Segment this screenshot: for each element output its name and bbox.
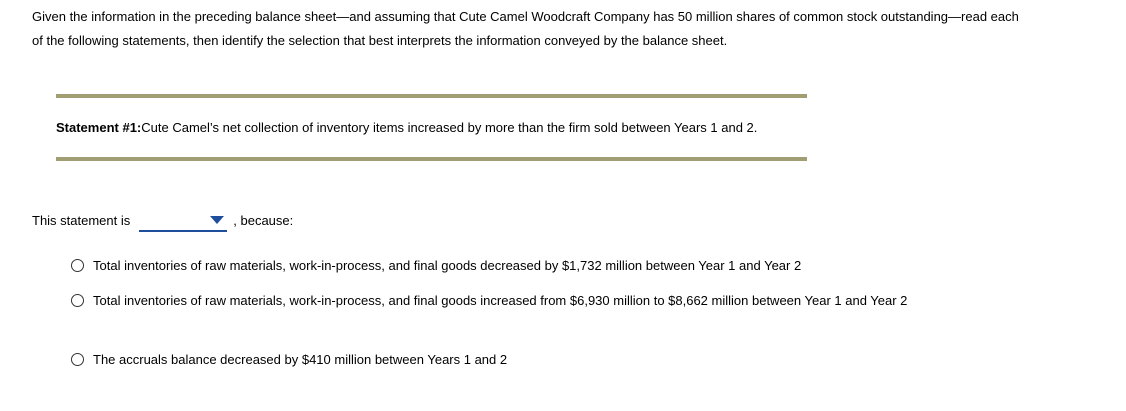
option-text: Total inventories of raw materials, work-in-process, and final goods increased from $6,930 million to $8,662 million between Year 1 and Year 2	[93, 293, 908, 308]
chevron-down-icon	[210, 216, 224, 224]
option-text: Total inventories of raw materials, work-in-process, and final goods decreased by $1,732 million between Year 1 and Year 2	[93, 258, 802, 273]
answer-option[interactable]	[71, 256, 943, 278]
answer-prompt	[32, 211, 293, 233]
statement-1	[56, 119, 757, 137]
radio-unselected-icon[interactable]	[71, 294, 84, 307]
prompt-label: This statement is	[32, 213, 131, 228]
statement-text: Cute Camel’s net collection of inventory items increased by more than the firm sold between Years 1 and 2.	[141, 120, 758, 135]
prompt-because: , because:	[233, 213, 294, 228]
answer-option[interactable]	[71, 350, 943, 372]
option-text: The accruals balance decreased by $410 million between Years 1 and 2	[93, 352, 508, 367]
statement-label: Statement #1:	[56, 120, 142, 135]
answer-option[interactable]	[71, 291, 943, 313]
true-false-dropdown[interactable]	[139, 211, 227, 232]
radio-unselected-icon[interactable]	[71, 353, 84, 366]
question-intro: Given the information in the preceding balance sheet—and assuming that Cute Camel Woodcraft Company has 50 million shares of common stock outstanding—read each of the following statements, then identify the selection that best interprets the information conveyed by the balance sheet.	[32, 9, 1019, 48]
radio-unselected-icon[interactable]	[71, 259, 84, 272]
divider-bottom	[56, 157, 807, 161]
divider-top	[56, 94, 807, 98]
